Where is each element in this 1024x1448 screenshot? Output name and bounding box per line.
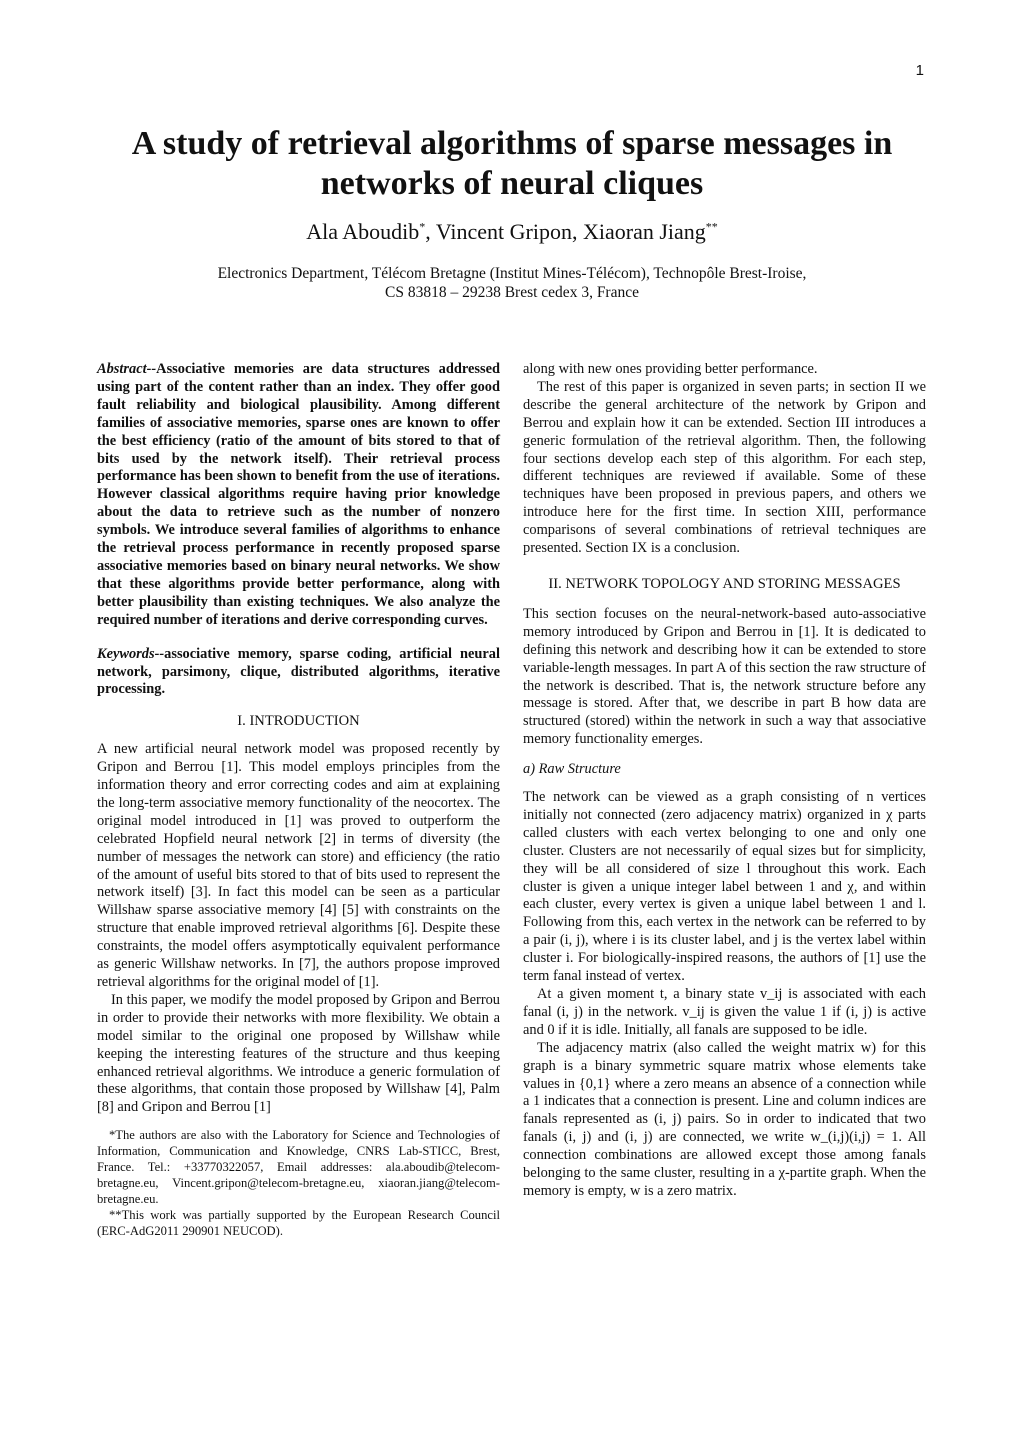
affiliation — [90, 264, 934, 302]
subsection-heading: a) Raw Structure — [523, 761, 621, 778]
section2-paragraph-1: This section focuses on the neural-network-based auto-associative memory introduced by Gripon and Berrou in [1]. It is dedicated to defining this network and describing how it can be extended to store variable-length messages. In part A of this section the raw structure of the network is described. That is, the network structure before any message is stored. After that, we describe in part B how data are structured (stored) within the network in such a way that associative memory functionality emerges. — [523, 605, 926, 748]
footnote-2: **This work was partially supported by the European Research Council (ERC-AdG2011 290901 NEUCOD). — [97, 1208, 500, 1239]
author-others: , Vincent Gripon, Xiaoran Jiang — [425, 219, 706, 244]
author-first: Ala Aboudib — [306, 219, 420, 244]
abstract-text: Associative memories are data structures addressed using part of the content rather than an index. They offer good fault reliability and biological plausibility. Among different families of associative memories, sparse ones are known to offer the best efficiency (ratio of the amount of bits stored to that of bits used by the network itself). Their retrieval process performance has been shown to benefit from the use of iterations. However classical algorithms require having prior knowledge about the data to retrieve such as the number of nonzero symbols. We introduce several families of algorithms to enhance the retrieval process performance in recently proposed sparse associative memories based on binary neural networks. We show that these algorithms provide better performance, along with better plausibility than existing techniques. We also analyze the required number of iterations and derive corresponding curves. — [97, 361, 500, 628]
author-mark-1: * — [419, 219, 426, 234]
intro-paragraph-3: along with new ones providing better performance. — [523, 361, 818, 377]
affiliation-line-1: Electronics Department, Télécom Bretagne (Institut Mines-Télécom), Technopôle Brest-Iroise, — [217, 265, 807, 282]
section2-paragraph-4: The adjacency matrix (also called the weight matrix w) for this graph is a binary symmetric square matrix whose elements take values in {0,1} where a zero means an absence of a connection while a 1 indicates that a connection is present. Line and column indices are fanals represented as (i, j) pairs. So in order to indicated that two fanals (i, j) and (i, j) are connected, we write w_(i,j)(i,j) = 1. All connection combinations are allowed except those among fanals belonging to the same cluster, resulting in a χ-partite graph. When the memory is empty, w is a zero matrix. — [523, 1039, 926, 1199]
keywords — [97, 646, 500, 700]
author-line — [90, 219, 934, 245]
footnotes — [97, 1127, 500, 1239]
section2-paragraph-3: At a given moment t, a binary state v_ij is associated with each fanal (i, j) in the network. v_ij is given the value 1 if (i, j) is active and 0 if it is idle. Initially, all fanals are supposed to be idle. — [523, 986, 926, 1038]
affiliation-line-2: CS 83818 – 29238 Brest cedex 3, France — [385, 284, 639, 301]
intro-paragraph-4: The rest of this paper is organized in seven parts; in section II we describe the general architecture of the network by Gripon and Berrou and explain how it can be extended. Section III introduces a generic formulation of the retrieval algorithm. Then, the following four sections develop each step of this algorithm. For each step, different techniques are reviewed if available. Some of these techniques have been proposed in previous papers, and others we introduce here for the first time. In section XIII, performance comparisons of several combinations of retrieval techniques are presented. Section IX is a conclusion. — [523, 378, 926, 557]
section2-paragraph-2: The network can be viewed as a graph consisting of n vertices initially not connected (zero adjacency matrix) organized in χ parts called clusters with each vertex belonging to one and only one cluster. Clusters are not necessarily of equal sizes but for simplicity, they will be all considered of size l throughout this work. Each cluster is given a unique integer label between 1 and χ, and within each cluster, every vertex is given a unique label between 1 and l. Following from this, each vertex in the network can be referred to by a pair (i, j), where i is its cluster label, and j is the vertex label within cluster i. For biologically-inspired reasons, the authors of [1] use the term fanal instead of vertex. — [523, 789, 926, 985]
abstract-lead: Abstract-- — [97, 361, 157, 377]
footnote-1: *The authors are also with the Laboratory for Science and Technologies of Information, Communication and Knowledge, CNRS Lab-STICC, Brest, France. Tel.: +33770322057, Email addresses: ala.aboudib@telecom-bretagne.eu, Vincent.gripon@telecom-bretagne.eu, xiaoran.jiang@telecom-bretagne.eu. — [97, 1128, 500, 1207]
abstract — [97, 361, 500, 630]
keywords-lead: Keywords-- — [97, 645, 165, 662]
page-number: 1 — [915, 62, 924, 79]
intro-paragraph-2: In this paper, we modify the model proposed by Gripon and Berrou in order to provide their networks with more flexibility. We obtain a model similar to the original one proposed by Willshaw while keeping the interesting features of the structure and thus keeping enhanced retrieval algorithms. We introduce a generic formulation of these algorithms, that contain those proposed by Willshaw [4], Palm [8] and Gripon and Berrou [1] — [97, 991, 500, 1116]
author-mark-2: ** — [705, 219, 718, 234]
paper-title: A study of retrieval algorithms of sparse messages in networks of neural cliques — [131, 125, 893, 202]
right-column — [523, 361, 926, 1201]
keywords-text: associative memory, sparse coding, artificial neural network, parsimony, clique, distributed algorithms, iterative processing. — [97, 645, 500, 698]
intro-heading: I. INTRODUCTION — [237, 713, 360, 730]
left-column — [97, 361, 500, 1239]
intro-paragraph-1: A new artificial neural network model was proposed recently by Gripon and Berrou [1]. This model employs principles from the information theory and error correcting codes and aim at explaining the long-term associative memory functionality of the neocortex. The original model introduced in [1] was proved to outperform the celebrated Hopfield neural network [2] in terms of diversity (the number of messages the network can store) and efficiency (the ratio of the amount of useful bits stored to that of bits used to represent the network itself) [3]. In fact this model can be seen as a particular Willshaw sparse associative memory [4] [5] with constraints on the structure that enable improved retrieval algorithms [6]. Despite these constraints, the model offers asymptotically equivalent performance as generic Willshaw networks. In [7], the authors propose improved retrieval algorithms for the original model of [1]. — [97, 741, 500, 990]
section2-heading: II. NETWORK TOPOLOGY AND STORING MESSAGES — [548, 575, 901, 592]
